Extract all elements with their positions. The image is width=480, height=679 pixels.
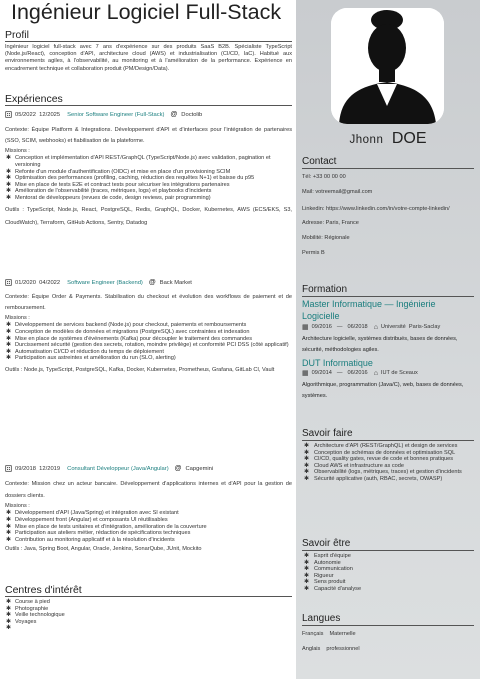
- language-item: Français Maternelle: [302, 631, 356, 637]
- contact-address: Adresse: Paris, France: [302, 220, 359, 226]
- star-bullet-icon: ✱: [304, 443, 310, 449]
- education-heading: Formation: [302, 284, 474, 297]
- list-item: ✱ Développement de services backend (Node.js) pour checkout, paiements et remboursements: [6, 322, 247, 329]
- list-item: ✱ Participation aux ateliers métier, rédaction de spécifications techniques: [6, 530, 191, 537]
- star-bullet-icon: ✱: [304, 462, 310, 469]
- experience-role: Consultant Développeur (Java/Angular): [67, 465, 169, 472]
- star-bullet-icon: ✱: [6, 155, 12, 162]
- language-item: Anglais professionnel: [302, 646, 360, 652]
- building-icon: [5, 279, 12, 286]
- page-title: Ingénieur Logiciel Full-Stack: [11, 0, 282, 24]
- contact-license: Permis B: [302, 250, 325, 256]
- list-item: ✱ Course à pied: [6, 599, 50, 605]
- star-bullet-icon: ✱: [6, 517, 12, 523]
- list-item: ✱ Optimisation des performances (profiling, caching, réduction des requêtes N+1) et baisse du p95: [6, 175, 255, 182]
- contact-mobility: Mobilité: Régionale: [302, 235, 350, 241]
- missions-list: [5, 155, 292, 201]
- list-item: ✱ Veille technologique: [6, 612, 65, 619]
- education-meta: ▦ 09/2016 — 06/2018 ⌂ Université Paris-Saclay: [302, 324, 441, 331]
- star-bullet-icon: ✱: [6, 530, 12, 537]
- experience-tools: Outils : Node.js, TypeScript, PostgreSQL, Kafka, Docker, Kubernetes, Prometheus, Grafana, GitLab CI, Vault: [5, 366, 275, 373]
- star-bullet-icon: ✱: [6, 322, 12, 329]
- experiences-heading: Expériences: [5, 93, 292, 106]
- star-bullet-icon: ✱: [6, 625, 12, 632]
- experience-dates: 09/2018 12/2019: [15, 465, 61, 472]
- contact-section: [302, 156, 474, 257]
- profile-text: Ingénieur logiciel full-stack avec 7 ans d'expérience sur des produits SaaS B2B. Spécialiste TypeScript (Node.js/React), conception d'API, architecture cloud (AWS) et industrialisation (CI/CD, IaC). Habitué aux environnements agiles, à l'observabilité, au monitoring et à l'amélioration de la performance. Expérience en encadrement technique et collaboration produit (PM/Design/Data).: [5, 44, 292, 72]
- experience-role: Software Engineer (Backend): [67, 279, 143, 286]
- star-bullet-icon: ✱: [6, 181, 12, 188]
- languages-section: [302, 613, 474, 653]
- skills-list: [302, 443, 474, 483]
- list-item: ✱ Sécurité applicative (auth, RBAC, secrets, OWASP): [304, 475, 443, 482]
- star-bullet-icon: ✱: [304, 475, 310, 482]
- list-item: ✱ Capacité d'analyse: [304, 585, 362, 592]
- experience-company: Doctolib: [181, 111, 203, 118]
- soft-skills-list: [302, 553, 474, 593]
- profile-heading: Profil: [5, 29, 292, 42]
- list-item: ✱ Refonte d'un module d'authentification (OIDC) et mise en place d'un provisioning SCIM: [6, 168, 231, 175]
- star-bullet-icon: ✱: [304, 572, 310, 579]
- list-item: ✱ Communication: [304, 566, 353, 573]
- contact-phone: Tél: +33 00 00 00: [302, 174, 346, 180]
- skills-section: [302, 428, 474, 483]
- experience-context: Contexte: Mission chez un acteur bancaire. Développement d'applications internes et d'API pour la gestion de dossiers clients.: [5, 481, 292, 499]
- list-item: ✱ Conception de schémas de données et optimisation SQL: [304, 449, 456, 456]
- star-bullet-icon: ✱: [6, 618, 12, 625]
- star-bullet-icon: ✱: [6, 355, 12, 362]
- building-icon: [5, 465, 12, 472]
- missions-list: [5, 322, 292, 362]
- contact-mail: Mail: votreemail@gmail.com: [302, 189, 373, 195]
- interests-heading: Centres d'intérêt: [5, 584, 292, 597]
- interests-list: [5, 599, 292, 632]
- contact-linkedin[interactable]: Linkedin: https://www.linkedin.com/in/votre-compte-linkedin/: [302, 206, 450, 212]
- list-item: ✱ Esprit d'équipe: [304, 553, 351, 559]
- star-bullet-icon: ✱: [6, 348, 12, 355]
- list-item: ✱ Amélioration de l'observabilité (traces, métriques, logs) et playbooks d'incidents: [6, 188, 212, 195]
- star-bullet-icon: ✱: [304, 585, 310, 592]
- star-bullet-icon: ✱: [6, 510, 12, 517]
- soft-skills-heading: Savoir être: [302, 538, 474, 551]
- star-bullet-icon: ✱: [6, 188, 12, 195]
- star-bullet-icon: ✱: [304, 553, 310, 559]
- missions-label: Missions :: [5, 503, 30, 509]
- education-title: DUT Informatique: [302, 358, 373, 368]
- education-desc: Architecture logicielle, systèmes distribués, bases de données, sécurité, méthodologies agiles.: [302, 336, 458, 353]
- list-item: ✱ Mise en place de tests E2E et contract tests pour sécuriser les intégrations partenaires: [6, 181, 230, 188]
- experience-header: [5, 110, 292, 119]
- right-column: [296, 0, 480, 679]
- experience-tools: Outils : Java, Spring Boot, Angular, Oracle, Jenkins, SonarQube, JUnit, Mockito: [5, 546, 202, 553]
- list-item: ✱ Photographie: [6, 605, 49, 612]
- avatar-silhouette-icon: [331, 8, 444, 124]
- calendar-icon: ▦: [302, 370, 309, 377]
- list-item: ✱ Architecture d'API (REST/GraphQL) et design de services: [304, 443, 458, 449]
- list-item: ✱ Mentorat de développeurs (revues de code, design reviews, pair programming): [6, 194, 211, 201]
- list-item: ✱ Conception de modèles de données et migrations (PostgreSQL) avec contraintes et indexation: [6, 329, 250, 335]
- education-section: [302, 284, 474, 402]
- experience-tools: Outils : TypeScript, Node.js, React, PostgreSQL, Redis, GraphQL, Docker, Kubernetes, AWS (ECS/EKS, S3, CloudWatch), Terraform, GitHub Actions, Sentry, Datadog: [5, 206, 292, 226]
- last-name: DOE: [391, 130, 427, 147]
- star-bullet-icon: ✱: [6, 329, 12, 335]
- experience-item: [5, 464, 292, 554]
- list-item: ✱ Rigueur: [304, 572, 334, 579]
- profile-section: [5, 29, 292, 73]
- experience-dates: 05/2022 12/2025: [15, 111, 61, 118]
- experience-dates: 01/2020 04/2022: [15, 279, 61, 286]
- experiences-section: [5, 93, 292, 106]
- education-title: Master Informatique — Ingénierie Logicielle: [302, 299, 436, 321]
- first-name: Jhonn: [349, 134, 384, 146]
- at-icon: @: [170, 111, 178, 118]
- star-bullet-icon: ✱: [304, 559, 310, 566]
- list-item: ✱ Cloud AWS et infrastructure as code: [304, 462, 404, 469]
- list-item: ✱ CI/CD, quality gates, revue de code et bonnes pratiques: [304, 456, 453, 463]
- list-item: ✱ Développement front (Angular) et composants UI réutilisables: [6, 517, 168, 523]
- list-item: ✱ Développement d'API (Java/Spring) et intégration avec SI existant: [6, 510, 179, 517]
- list-item: ✱ Observabilité (logs, métriques, traces) et gestion d'incidents: [304, 469, 462, 476]
- experience-context: Contexte: Équipe Platform & Integrations. Développement d'API et d'interfaces pour l'intégration de partenaires (SSO, SCIM, webhooks) et fiabilisation de la plateforme.: [5, 127, 292, 144]
- experience-header: [5, 464, 292, 473]
- profile-photo: [331, 8, 444, 124]
- list-item: ✱ Voyages: [6, 618, 37, 625]
- school-icon: ⌂: [373, 370, 378, 377]
- list-item: ✱ Durcissement sécurité (gestion des secrets, rotation, moindre privilège) et conformité PCI DSS (côté applicatif): [6, 342, 289, 349]
- experience-item: [5, 110, 292, 230]
- star-bullet-icon: ✱: [6, 194, 12, 201]
- education-desc: Algorithmique, programmation (Java/C), web, bases de données, systèmes.: [302, 382, 464, 399]
- interests-section: [5, 584, 292, 632]
- list-item: ✱ Mise en place de tests unitaires et d'intégration, amélioration de la couverture: [6, 523, 207, 530]
- star-bullet-icon: ✱: [304, 449, 310, 456]
- list-item: ✱ Conception et implémentation d'API REST/GraphQL (TypeScript/Node.js) avec validation, pagination et versioning: [6, 155, 271, 168]
- list-item: ✱ Sens produit: [304, 579, 346, 586]
- missions-list: [5, 510, 292, 543]
- list-item: ✱ Contribution au monitoring applicatif et à la résolution d'incidents: [6, 536, 175, 543]
- star-bullet-icon: ✱: [304, 469, 310, 476]
- star-bullet-icon: ✱: [304, 566, 310, 573]
- star-bullet-icon: ✱: [304, 579, 310, 586]
- at-icon: @: [174, 465, 182, 472]
- star-bullet-icon: ✱: [6, 536, 12, 543]
- soft-skills-section: [302, 538, 474, 593]
- missions-label: Missions :: [5, 148, 30, 154]
- calendar-icon: ▦: [302, 324, 309, 331]
- person-name: [296, 130, 480, 148]
- star-bullet-icon: ✱: [6, 335, 12, 342]
- list-item: ✱ Automatisation CI/CD et réduction du temps de déploiement: [6, 348, 164, 355]
- experience-header: [5, 278, 292, 287]
- list-item: ✱ Autonomie: [304, 559, 341, 566]
- experience-context: Contexte: Équipe Order & Payments. Stabilisation du checkout et évolution des workflows de paiement et de remboursement.: [5, 294, 292, 311]
- star-bullet-icon: ✱: [304, 456, 310, 463]
- star-bullet-icon: ✱: [6, 342, 12, 349]
- star-bullet-icon: ✱: [6, 175, 12, 182]
- languages-heading: Langues: [302, 613, 474, 626]
- experience-company: Capgemini: [185, 465, 214, 472]
- contact-heading: Contact: [302, 156, 474, 169]
- list-item: ✱ Participation aux astreintes et amélioration du run (SLO, alerting): [6, 355, 176, 362]
- experience-company: Back Market: [159, 279, 192, 286]
- star-bullet-icon: ✱: [6, 612, 12, 619]
- star-bullet-icon: ✱: [6, 599, 12, 605]
- school-icon: ⌂: [373, 324, 378, 331]
- star-bullet-icon: ✱: [6, 523, 12, 530]
- at-icon: @: [148, 279, 156, 286]
- list-item: ✱ Mise en place de systèmes d'événements (Kafka) pour découpler le traitement des commandes: [6, 335, 253, 342]
- experience-role: Senior Software Engineer (Full-Stack): [67, 111, 165, 118]
- education-meta: ▦ 09/2014 — 06/2016 ⌂ IUT de Sceaux: [302, 370, 418, 377]
- star-bullet-icon: ✱: [6, 605, 12, 612]
- building-icon: [5, 111, 12, 118]
- missions-label: Missions :: [5, 315, 30, 321]
- skills-heading: Savoir faire: [302, 428, 474, 441]
- experience-item: [5, 278, 292, 377]
- star-bullet-icon: ✱: [6, 168, 12, 175]
